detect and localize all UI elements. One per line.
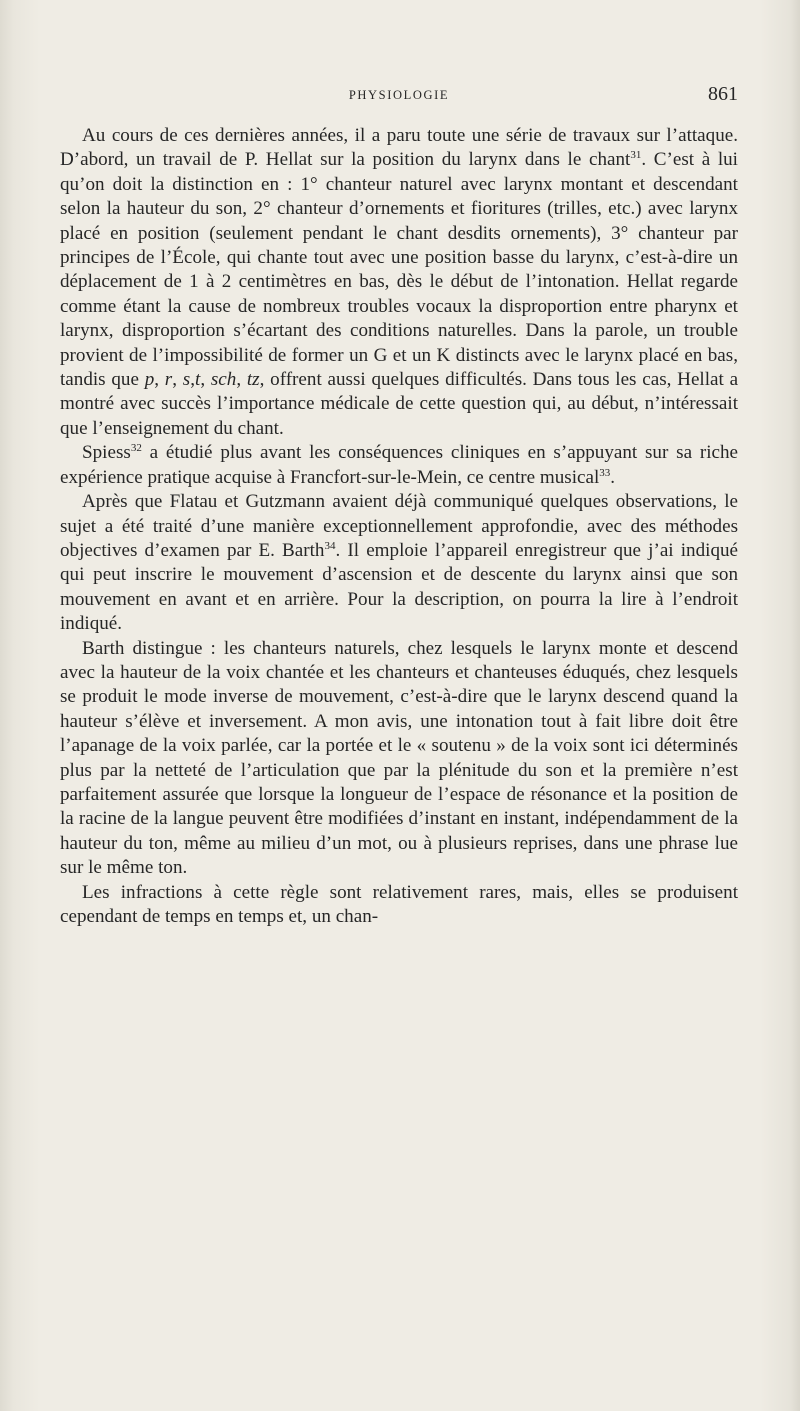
text-run: , [200,369,211,391]
paragraph [60,490,738,636]
text-run: . [610,466,616,488]
text-run: , [154,369,165,391]
italic-text: s [182,369,191,391]
italic-text: t [195,369,201,391]
text-run: , [236,369,247,391]
text-run: , [172,369,183,391]
paragraph [60,637,738,881]
footnote-ref: 31 [630,149,642,162]
page-header [60,85,738,109]
paragraph [60,881,738,930]
italic-text: sch [210,369,237,391]
text-run: Barth distingue : les chanteurs naturels, chez lesquels le larynx monte et descend avec la hauteur de la voix chantée et les chanteurs et chanteuses éduqués, chez lesquels se produit le mode inverse de mouvement, c’est-à-dire que le larynx descend quand la hauteur s’élève et inversement. A mon avis, une intonation tout à fait libre doit être l’apanage de la voix parlée, car la portée et le « soutenu » de la voix sont ici déterminés plus par la netteté de l’articulation que par la plénitude du son et la première n’est parfaitement assurée que lorsque la longueur de l’espace de résonance et la position de la racine de la langue peuvent être modifiées d’instant en instant, indépendamment de la hauteur du ton, même au milieu d’un mot, ou à plusieurs reprises, dans une phrase lue sur le même ton. [60,637,738,879]
text-run: Au cours de ces dernières années, il a paru toute une série de travaux sur l’attaque. D’abord, un travail de P. Hellat sur la position du larynx dans le chant [60,125,738,171]
text-run: Les infractions à cette règle sont relativement rares, mais, elles se produisent cependant de temps en temps et, un chan- [60,881,738,927]
text-run: , [190,369,195,391]
text-run: . C’est à lui qu’on doit la distinction en : 1° chanteur naturel avec larynx montant et descendant selon la hauteur du son, 2° chanteur d’ornements et fioritures (trilles, etc.) avec larynx placé en position (seulement pendant le chant desdits ornements), 3° chanteur par principes de l’École, qui chante tout avec une position basse du larynx, c’est-à-dire un déplacement de 1 à 2 centimètres en bas, dès le début de l’intonation. Hellat regarde comme étant la cause de nombreux troubles vocaux la disproportion entre pharynx et larynx, disproportion s’écartant des conditions naturelles. Dans la parole, un trouble provient de l’impossibilité de former un G et un K distincts avec le larynx placé en bas, tandis que [60,149,738,391]
italic-text: tz [246,369,260,391]
text-run: Après que Flatau et Gutzmann avaient déjà communiqué quelques observations, le sujet a été traité d’une manière exceptionnellement approfondie, avec des méthodes objectives d’examen par E. Barth [60,491,738,561]
paragraph [60,441,738,490]
text-run: Spiess [82,442,131,464]
page-number: 861 [708,83,738,105]
italic-text: r [164,369,173,391]
footnote-ref: 34 [324,539,336,552]
running-title: PHYSIOLOGIE [348,88,450,102]
text-run: a étudié plus avant les conséquences cliniques en s’appuyant sur sa riche expérience pratique acquise à Francfort-sur-le-Mein, ce centre musical [60,442,738,488]
footnote-ref: 32 [130,442,142,455]
italic-text: p [144,369,155,391]
body-text [60,124,738,929]
footnote-ref: 33 [599,466,611,479]
paragraph [60,124,738,441]
text-run: . Il emploie l’appareil enregistreur que j’ai indiqué qui peut inscrire le mouvement d’ascension et de descente du larynx ainsi que son mouvement en avant et en arrière. Pour la description, on pourra la lire à l’endroit indiqué. [60,539,739,635]
text-run: , offrent aussi quelques difficultés. Dans tous les cas, Hellat a montré avec succès l’importance médicale de cette question qui, au début, n’intéressait que l’enseignement du chant. [60,369,739,439]
